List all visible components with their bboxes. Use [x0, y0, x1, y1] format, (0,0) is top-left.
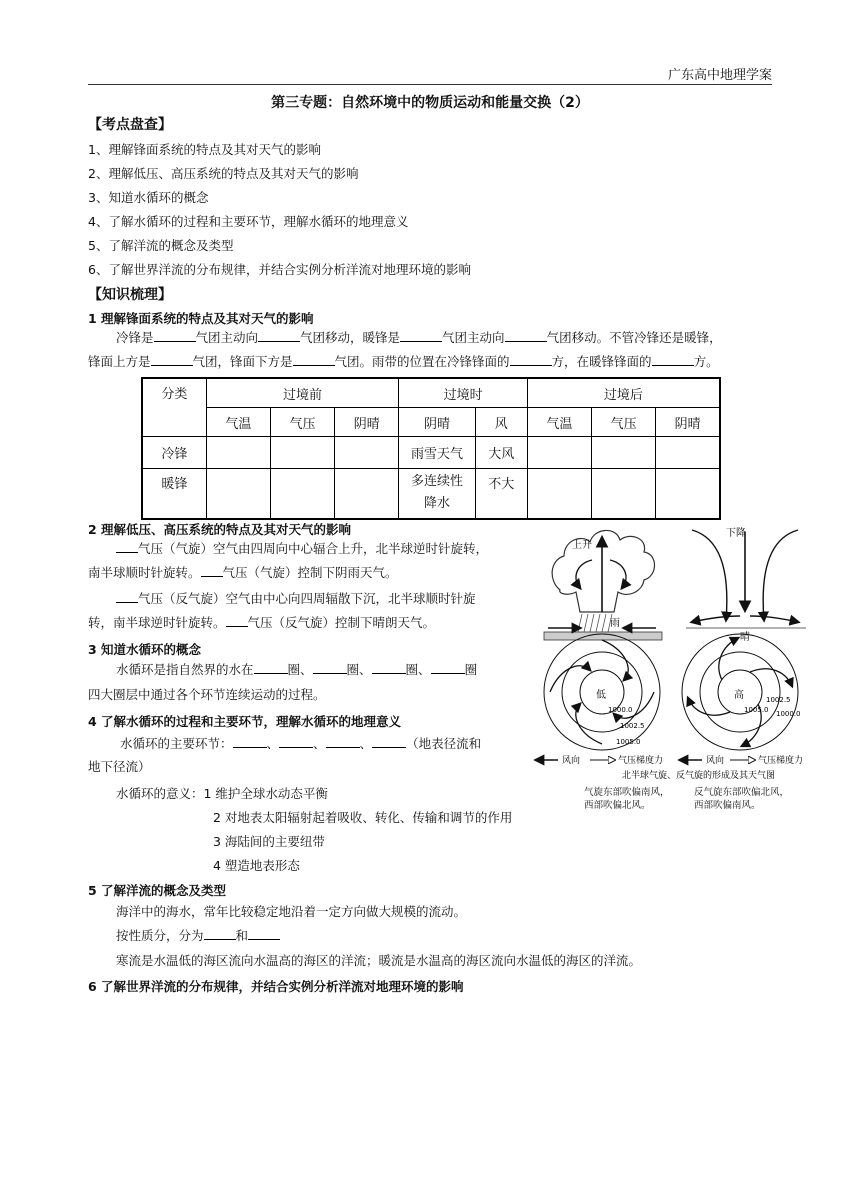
label-rain: 雨	[610, 618, 620, 629]
blank	[201, 564, 223, 577]
th-sub: 气温	[527, 408, 591, 437]
cell-wind: 不大	[475, 469, 527, 519]
th-after: 过境后	[527, 378, 720, 408]
legend-wind-left: 风向	[562, 756, 581, 766]
note-anticyclone-2: 西部吹偏南风。	[694, 800, 761, 811]
header-rule	[88, 84, 772, 85]
note-cyclone-1: 气旋东部吹偏南风，	[584, 787, 670, 798]
s1-line2: 锋面上方是 气团，锋面下方是 气团。雨带的位置在冷锋锋面的 方，在暖锋锋面的 方。	[88, 354, 719, 369]
blank	[313, 661, 347, 674]
s6-heading: 6 了解世界洋流的分布规律，并结合实例分析洋流对地理环境的影响	[88, 979, 464, 994]
s2-line3: 气压（反气旋）空气由中心向四周辐散下沉，北半球顺时针旋	[116, 587, 476, 611]
blank	[154, 329, 196, 342]
s3-line2: 四大圈层中通过各个环节连续运动的过程。	[88, 687, 326, 702]
cell-weather: 多连续性降水	[399, 469, 475, 519]
front-table	[141, 377, 721, 520]
blank	[279, 735, 313, 748]
s5-line3: 寒流是水温低的海区流向水温高的海区的洋流；暖流是水温高的海区流向水温低的海区的洋流。	[116, 953, 642, 968]
th-sub: 气温	[206, 408, 270, 437]
th-sub: 阴晴	[399, 408, 475, 437]
cyclone-anticyclone-figure	[530, 520, 812, 800]
section-kaodian: 【考点盘查】	[88, 117, 172, 133]
s3-heading: 3 知道水循环的概念	[88, 642, 202, 657]
iso-low-3: 1005.0	[616, 738, 641, 746]
th-before: 过境前	[206, 378, 399, 408]
section-zhishi: 【知识梳理】	[88, 287, 172, 303]
header-brand: 广东高中地理学案	[667, 68, 772, 83]
s5-line1: 海洋中的海水，常年比较稳定地沿着一定方向做大规模的流动。	[116, 904, 467, 919]
blank	[400, 329, 442, 342]
cyclone-map	[544, 634, 660, 750]
s4-heading: 4 了解水循环的过程和主要环节，理解水循环的地理意义	[88, 714, 402, 729]
table-cell	[270, 469, 334, 519]
label-clear: 晴	[740, 632, 750, 643]
th-during: 过境时	[399, 378, 527, 408]
page-title: 第三专题：自然环境中的物质运动和能量交换（2）	[271, 95, 589, 111]
note-cyclone-2: 西部吹偏北风。	[584, 800, 651, 811]
blank	[326, 735, 360, 748]
blank	[431, 661, 465, 674]
rising-air-diagram	[544, 530, 662, 640]
th-sub: 气压	[270, 408, 334, 437]
anticyclone-map	[682, 634, 801, 750]
table-cell	[656, 469, 720, 519]
kaodian-item-1: 1、理解锋面系统的特点及其对天气的影响	[88, 142, 321, 157]
blank	[204, 927, 236, 940]
table-cell	[527, 437, 591, 469]
s2-line1: 气压（气旋）空气由四周向中心辐合上升，北半球逆时针旋转，	[116, 537, 488, 561]
table-cell	[206, 469, 270, 519]
cell-weather: 雨雪天气	[399, 437, 475, 469]
legend-grad-right: 气压梯度力	[758, 756, 804, 766]
s4-line1: 水循环的主要环节： 、 、 、 （地表径流和	[120, 736, 482, 751]
row-label-warm: 暖锋	[142, 469, 206, 519]
table-cell	[335, 469, 399, 519]
table-cell	[335, 437, 399, 469]
note-anticyclone-1: 反气旋东部吹偏北风，	[694, 787, 790, 798]
s4-line6: 4 塑造地表形态	[213, 858, 300, 873]
blank	[254, 661, 288, 674]
legend-wind-right: 风向	[706, 756, 725, 766]
iso-high-2: 1002.5	[766, 696, 791, 704]
kaodian-item-6: 6、了解世界洋流的分布规律，并结合实例分析洋流对地理环境的影响	[88, 262, 471, 277]
cell-wind: 大风	[475, 437, 527, 469]
blank	[293, 353, 335, 366]
blank	[372, 735, 406, 748]
s4-line2: 地下径流）	[88, 759, 151, 774]
s4-line5: 3 海陆间的主要纽带	[213, 834, 325, 849]
figure-caption: 北半球气旋、反气旋的形成及其天气图	[622, 771, 776, 781]
blank	[116, 540, 138, 553]
table-cell	[656, 437, 720, 469]
s1-heading: 1 理解锋面系统的特点及其对天气的影响	[88, 311, 314, 326]
label-down: 下降	[726, 528, 746, 539]
blank	[151, 353, 193, 366]
table-cell	[592, 469, 656, 519]
table-cell	[270, 437, 334, 469]
kaodian-item-4: 4、了解水循环的过程和主要环节，理解水循环的地理意义	[88, 214, 409, 229]
th-sub: 风	[475, 408, 527, 437]
sinking-air-diagram	[686, 526, 806, 643]
kaodian-item-2: 2、理解低压、高压系统的特点及其对天气的影响	[88, 166, 359, 181]
label-up: 上升	[572, 540, 592, 551]
s2-line4: 转，南半球逆时针旋转。 气压（反气旋）控制下晴朗天气。	[88, 615, 436, 630]
row-label-cold: 冷锋	[142, 437, 206, 469]
s1-line1: 冷锋是 气团主动向 气团移动，暖锋是 气团主动向 气团移动。不管冷锋还是暖锋，	[116, 330, 722, 345]
table-cell	[206, 437, 270, 469]
th-sub: 气压	[592, 408, 656, 437]
blank	[258, 329, 300, 342]
s2-line2: 南半球顺时针旋转。 气压（气旋）控制下阴雨天气。	[88, 565, 398, 580]
th-sub: 阴晴	[656, 408, 720, 437]
iso-high-1: 1005.0	[744, 706, 769, 714]
s4-line4: 2 对地表太阳辐射起着吸收、转化、传输和调节的作用	[213, 810, 513, 825]
th-fenlei: 分类	[142, 378, 206, 437]
s2-heading: 2 理解低压、高压系统的特点及其对天气的影响	[88, 522, 352, 537]
s5-line2: 按性质分，分为 和	[116, 924, 280, 948]
iso-low-1: 1000.0	[608, 706, 633, 714]
blank	[652, 353, 694, 366]
legend-grad-left: 气压梯度力	[618, 756, 664, 766]
th-sub: 阴晴	[335, 408, 399, 437]
blank	[510, 353, 552, 366]
blank	[233, 735, 267, 748]
s4-line3: 水循环的意义：1 维护全球水动态平衡	[116, 786, 328, 801]
label-low: 低	[596, 690, 606, 701]
blank	[372, 661, 406, 674]
table-cell	[527, 469, 591, 519]
s3-line1: 水循环是指自然界的水在 圈、 圈、 圈、 圈	[116, 662, 478, 677]
blank	[505, 329, 547, 342]
kaodian-item-3: 3、知道水循环的概念	[88, 190, 209, 205]
label-high: 高	[734, 690, 744, 701]
kaodian-item-5: 5、了解洋流的概念及类型	[88, 238, 234, 253]
blank	[248, 927, 280, 940]
blank	[226, 614, 248, 627]
s5-heading: 5 了解洋流的概念及类型	[88, 883, 227, 898]
table-cell	[592, 437, 656, 469]
iso-low-2: 1002.5	[620, 722, 645, 730]
blank	[116, 590, 138, 603]
iso-high-3: 1000.0	[776, 710, 801, 718]
